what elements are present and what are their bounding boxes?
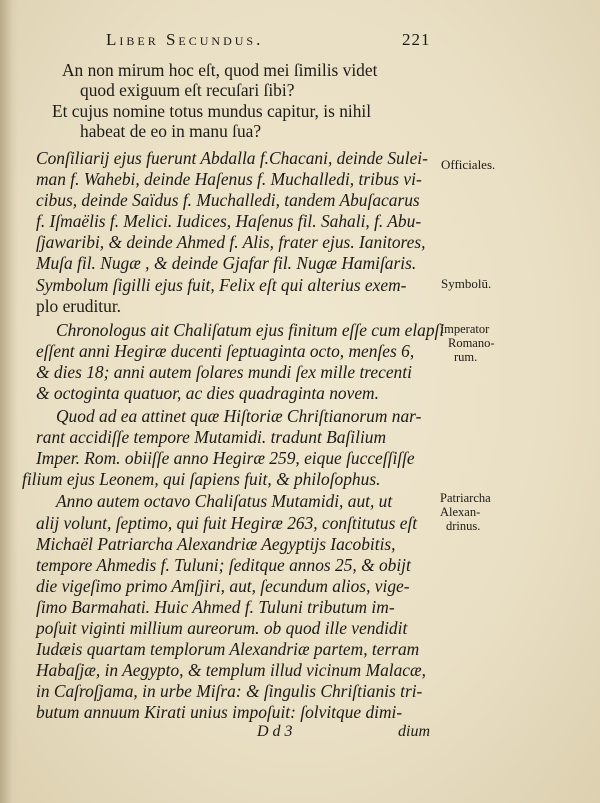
- text-line: & dies 18; anni autem ſolares mundi ſex mille trecenti: [36, 362, 412, 382]
- page-gutter-shadow: [0, 0, 18, 803]
- text-line: Chronologus ait Chaliſatum ejus finitum eſſe cum elapſi: [56, 320, 445, 340]
- margin-note-patriarcha: Alexan-: [440, 505, 481, 519]
- text-line: f. Iſmaëlis f. Melici. Iudices, Haſenus fil. Sahali, f. Abu-: [36, 211, 422, 231]
- catchword: dium: [398, 723, 430, 740]
- text-line: Et cujus nomine totus mundus capitur, is nihil: [52, 101, 372, 121]
- margin-note-imperator: Romano-: [448, 336, 495, 350]
- text-line: alij volunt, ſeptimo, qui fuit Hegiræ 263, conſtitutus eſt: [36, 513, 418, 533]
- text-line: Anno autem octavo Chaliſatus Mutamidi, aut, ut: [56, 491, 393, 511]
- text-line: ſimo Barmahati. Huic Ahmed f. Tuluni tributum im-: [36, 597, 395, 617]
- text-line: die vigeſimo primo Amſjiri, aut, ſecundum alios, vige-: [36, 576, 410, 596]
- text-line: Imper. Rom. obiiſſe anno Hegiræ 259, eique ſucceſſiſſe: [36, 448, 415, 468]
- text-line: cibus, deinde Saïdus f. Muchalledi, tandem Abuſacarus: [36, 190, 420, 210]
- text-line: man f. Wahebi, deinde Haſenus f. Muchalledi, tribus vi-: [36, 169, 422, 189]
- text-line: Quod ad ea attinet quæ Hiſtoriæ Chriſtianorum nar-: [56, 406, 422, 426]
- text-line: Conſiliarij ejus fuerunt Abdalla f.Chacani, deinde Sulei-: [36, 148, 428, 168]
- running-title: Liber Secundus.: [106, 30, 264, 49]
- text-line: & octoginta quatuor, ac dies quadraginta novem.: [36, 383, 379, 403]
- margin-note-patriarcha: drinus.: [446, 519, 481, 533]
- margin-note-imperator: rum.: [454, 350, 478, 364]
- page-number: 221: [402, 30, 431, 49]
- text-line: Muſa fil. Nugæ , & deinde Gjafar fil. Nugæ Hamiſaris.: [36, 253, 417, 273]
- text-line: An non mirum hoc eſt, quod mei ſimilis videt: [62, 60, 378, 80]
- margin-note-officiales: Officiales.: [441, 157, 496, 172]
- text-line: Michaël Patriarcha Alexandriæ Aegyptijs Iacobitis,: [36, 534, 396, 554]
- margin-note-symbolum: Symbolū.: [441, 276, 492, 291]
- margin-note-patriarcha: Patriarcha: [440, 491, 491, 505]
- text-line: filium ejus Leonem, qui ſapiens fuit, & philoſophus.: [22, 469, 381, 489]
- text-line: habeat de eo in manu ſua?: [80, 121, 262, 141]
- text-line: Iudæis quartam templorum Alexandriæ partem, terram: [36, 639, 420, 659]
- text-line: butum annuum Kirati unius impoſuit: ſolvitque dimi-: [36, 702, 403, 722]
- margin-note-imperator: Imperator: [440, 322, 490, 336]
- text-line: in Caſroſjama, in urbe Miſra: & ſingulis Chriſtianis tri-: [36, 681, 423, 701]
- text-line: Symbolum ſigilli ejus fuit, Felix eſt qui alterius exem-: [36, 275, 407, 295]
- text-line: rant accidiſſe tempore Mutamidi. tradunt Baſilium: [36, 427, 387, 447]
- signature-mark: D d 3: [257, 723, 293, 740]
- text-line: ſjawaribi, & deinde Ahmed f. Alis, frater ejus. Ianitores,: [36, 232, 426, 252]
- text-line: poſuit viginti millium aureorum. ob quod ille vendidit: [36, 618, 408, 638]
- text-line: tempore Ahmedis f. Tuluni; ſeditque annos 25, & obijt: [36, 555, 411, 575]
- text-line: plo eruditur.: [36, 296, 122, 316]
- text-line: eſſent anni Hegiræ ducenti ſeptuaginta octo, menſes 6,: [36, 341, 415, 361]
- text-line: Habaſjæ, in Aegypto, & templum illud vicinum Malacæ,: [36, 660, 426, 680]
- text-line: quod exiguum eſt recuſari ſibi?: [80, 80, 295, 100]
